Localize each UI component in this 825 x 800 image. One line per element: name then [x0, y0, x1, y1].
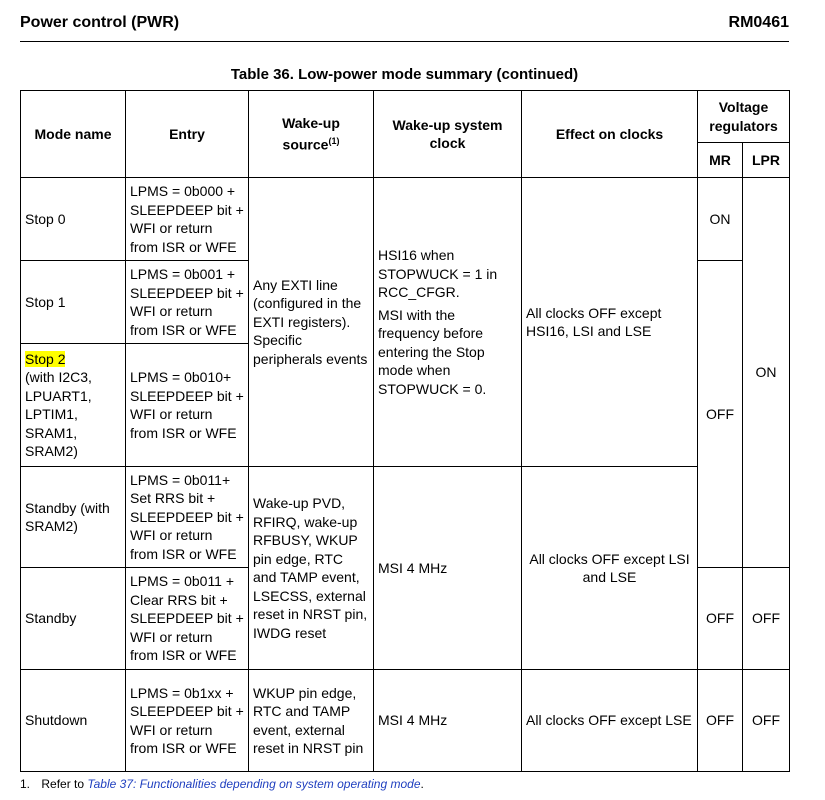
mode-shutdown: Shutdown [21, 670, 126, 772]
wakeup-source-label: Wake-up source [282, 114, 340, 153]
col-header-effect-on-clocks: Effect on clocks [522, 91, 698, 178]
mode-stop0: Stop 0 [21, 178, 126, 261]
effect-clocks-shutdown: All clocks OFF except LSE [522, 670, 698, 772]
table-row-shutdown [21, 670, 790, 772]
col-header-wakeup-source [249, 91, 374, 178]
mr-standby: OFF [698, 568, 743, 670]
wakeup-clock-standby: MSI 4 MHz [374, 467, 522, 670]
col-header-mode-name: Mode name [21, 91, 126, 178]
low-power-mode-table [20, 90, 790, 772]
entry-stop2: LPMS = 0b010+ SLEEPDEEP bit + WFI or return from ISR or WFE [126, 344, 249, 467]
mr-stop1-stop2-standby-sram2: OFF [698, 261, 743, 568]
mode-stop1: Stop 1 [21, 261, 126, 344]
col-header-voltage-regulators: Voltage regulators [698, 91, 790, 143]
wakeup-clock-hsi16: HSI16 when STOPWUCK = 1 in RCC_CFGR. [378, 247, 498, 300]
entry-stop1: LPMS = 0b001 + SLEEPDEEP bit + WFI or return from ISR or WFE [126, 261, 249, 344]
mode-stop2-detail: (with I2C3, LPUART1, LPTIM1, SRAM1, SRAM2) [25, 369, 92, 459]
entry-shutdown: LPMS = 0b1xx + SLEEPDEEP bit + WFI or return from ISR or WFE [126, 670, 249, 772]
mr-stop0: ON [698, 178, 743, 261]
footnote [20, 777, 424, 791]
mode-standby-sram2: Standby (with SRAM2) [21, 467, 126, 568]
mode-stop2-highlight: Stop 2 [25, 350, 66, 367]
wakeup-clock-stop-modes [374, 178, 522, 467]
table-header-row [21, 91, 790, 143]
mr-shutdown: OFF [698, 670, 743, 772]
wakeup-clock-msi: MSI with the frequency before entering the Stop mode when STOPWUCK = 0. [378, 306, 487, 397]
footnote-suffix: . [420, 777, 424, 791]
footnote-ref: (1) [328, 136, 340, 147]
lpr-shutdown: OFF [743, 670, 790, 772]
entry-stop0: LPMS = 0b000 + SLEEPDEEP bit + WFI or return from ISR or WFE [126, 178, 249, 261]
entry-standby-sram2: LPMS = 0b011+ Set RRS bit + SLEEPDEEP bit + WFI or return from ISR or WFE [126, 467, 249, 568]
table-row-standby-sram2 [21, 467, 790, 568]
wakeup-source-standby: Wake-up PVD, RFIRQ, wake-up RFBUSY, WKUP pin edge, RTC and TAMP event, LSECSS, external reset in NRST pin, IWDG reset [249, 467, 374, 670]
wakeup-source-shutdown: WKUP pin edge, RTC and TAMP event, external reset in NRST pin [249, 670, 374, 772]
mode-standby: Standby [21, 568, 126, 670]
entry-standby: LPMS = 0b011 + Clear RRS bit + SLEEPDEEP bit + WFI or return from ISR or WFE [126, 568, 249, 670]
footnote-prefix: Refer to [41, 777, 88, 791]
document-id: RM0461 [728, 14, 789, 31]
footnote-number: 1. [20, 777, 31, 791]
table-caption: Table 36. Low-power mode summary (continued) [230, 66, 579, 83]
lpr-stop-standby-sram2: ON [743, 178, 790, 568]
mode-stop2 [21, 344, 126, 467]
header-divider [20, 41, 789, 42]
col-header-wakeup-clock: Wake-up system clock [374, 91, 522, 178]
table-row-stop0 [21, 178, 790, 261]
effect-clocks-stop-modes: All clocks OFF except HSI16, LSI and LSE [522, 178, 698, 467]
col-header-lpr: LPR [743, 143, 790, 178]
lpr-standby: OFF [743, 568, 790, 670]
section-title: Power control (PWR) [20, 14, 180, 31]
col-header-entry: Entry [126, 91, 249, 178]
wakeup-source-stop-modes: Any EXTI line (configured in the EXTI registers). Specific peripherals events [249, 178, 374, 467]
col-header-mr: MR [698, 143, 743, 178]
effect-clocks-standby: All clocks OFF except LSI and LSE [522, 467, 698, 670]
footnote-table-link[interactable]: Table 37: Functionalities depending on system operating mode [87, 777, 421, 791]
wakeup-clock-shutdown: MSI 4 MHz [374, 670, 522, 772]
